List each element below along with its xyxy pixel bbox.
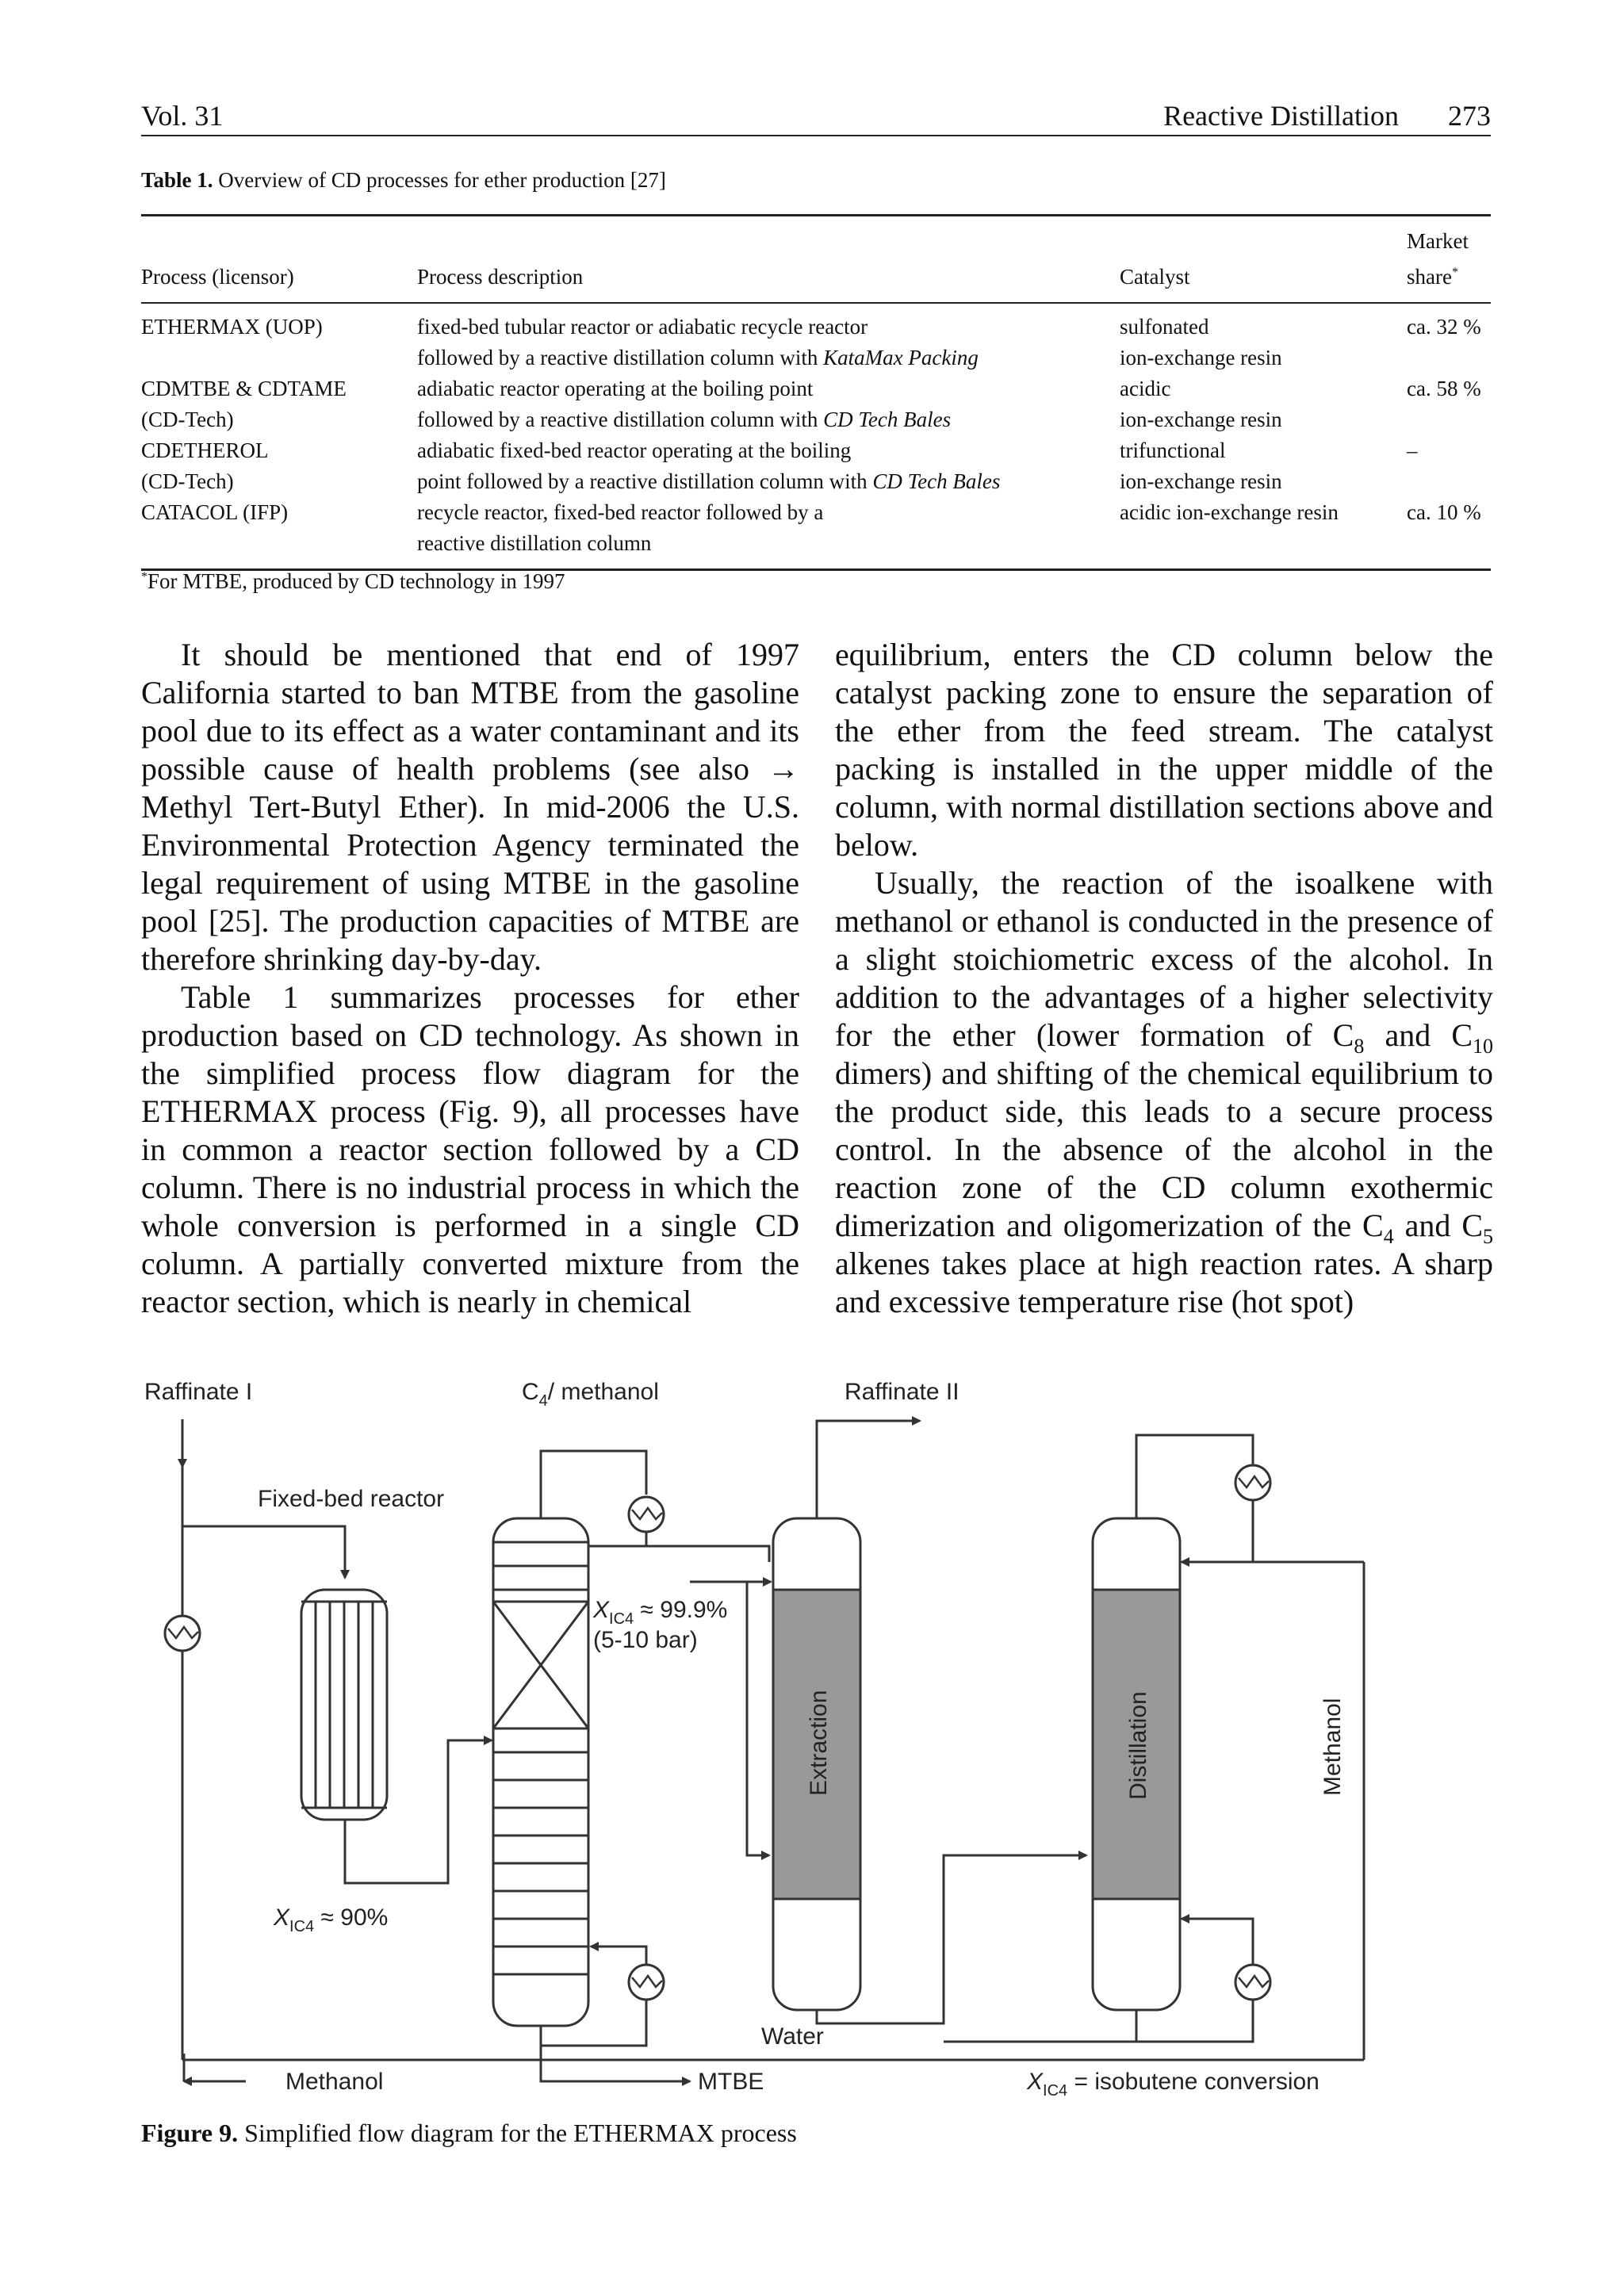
table-row: [141, 435, 1491, 497]
section-title: Reactive Distillation: [1163, 100, 1399, 132]
table-row: [141, 303, 1491, 373]
description-cell: recycle reactor, fixed-bed reactor followed by a reactive distillation column: [417, 500, 824, 555]
table-row: [141, 373, 1491, 435]
body-column-right: [835, 636, 1493, 1321]
catalyst-cell: acidic ion-exchange resin: [1120, 500, 1339, 524]
process-cell: CATACOL (IFP): [141, 500, 289, 524]
process-cell: CDMTBE & CDTAME (CD-Tech): [141, 377, 347, 431]
share-cell: –: [1407, 438, 1418, 462]
overhead-to-extraction-line: [646, 1532, 769, 1562]
ethermax-flow-diagram: [135, 1364, 1372, 2109]
volume-number: Vol. 31: [141, 100, 224, 132]
distillation-reboiler-icon: [1235, 1965, 1270, 2000]
catalyst-cell: sulfonated ion-exchange resin: [1120, 315, 1282, 369]
table-caption: [141, 168, 666, 193]
water-label: Water: [761, 2023, 824, 2050]
description-cell: adiabatic reactor operating at the boiling point followed by a reactive distillation column with CD Tech Bales: [417, 377, 952, 431]
share-cell: ca. 32 %: [1407, 315, 1481, 339]
heat-exchanger-icon: [165, 1616, 200, 1651]
fixed-bed-reactor-label: Fixed-bed reactor: [258, 1486, 445, 1512]
distillation-condenser-icon: [1235, 1465, 1270, 1500]
market-label: Market: [1407, 229, 1469, 253]
share-cell: ca. 58 %: [1407, 377, 1481, 400]
table-row: [141, 497, 1491, 570]
c4-methanol-label: $C_4/$ methanol: [522, 1379, 659, 1410]
conversion-high-label: $X_{IC4} \approx 99.9\%$: [593, 1597, 728, 1628]
catalyst-cell: acidic ion-exchange resin: [1120, 377, 1282, 431]
col-header-market-share: [1407, 216, 1491, 304]
raffinate-i-label: Raffinate I: [144, 1379, 253, 1405]
share-cell: ca. 10 %: [1407, 500, 1481, 524]
conversion-legend: $X_{IC4}$ = isobutene conversion: [1027, 2069, 1320, 2100]
catalyst-cell: trifunctional ion-exchange resin: [1120, 438, 1282, 493]
share-label: share: [1407, 265, 1452, 289]
share-footnote-mark: *: [1451, 266, 1458, 279]
process-cell: ETHERMAX (UOP): [141, 315, 323, 339]
paragraph: It should be mentioned that end of 1997 California started to ban MTBE from the gasoline pool due to its effect as a water contaminant and its possible cause of health problems (see also → Methyl Tert-Butyl Ether). In mid-2006 the U.S. Environmental Protection Agency terminated the legal requirement of using MTBE in the gasoline pool [25]. The production capacities of MTBE are therefore shrinking day-by-day.: [141, 637, 799, 977]
process-cell: CDETHEROL (CD-Tech): [141, 438, 269, 493]
figure-caption: [141, 2119, 797, 2148]
water-inlet-line: [747, 1594, 769, 1855]
cd-column: [493, 1518, 588, 2026]
methanol-bottom-label: Methanol: [285, 2069, 384, 2095]
overhead-condenser-icon: [629, 1497, 664, 1532]
mtbe-label: MTBE: [698, 2069, 764, 2095]
table-caption-text: Overview of CD processes for ether production [27]: [218, 168, 666, 192]
col-header-description: Process description: [417, 265, 584, 289]
footnote-mark: *: [141, 570, 147, 584]
conversion-low-label: $X_{IC4} \approx 90\%$: [274, 1904, 389, 1935]
col-header-catalyst: Catalyst: [1120, 265, 1190, 289]
table-header-row: [141, 216, 1491, 304]
table-footnote: [141, 569, 565, 594]
figure-caption-text: Simplified flow diagram for the ETHERMAX process: [244, 2119, 797, 2147]
description-cell: fixed-bed tubular reactor or adiabatic recycle reactor followed by a reactive distillation column with KataMax Packing: [417, 315, 979, 369]
figure-9: [135, 1364, 1372, 2109]
description-cell: adiabatic fixed-bed reactor operating at the boiling point followed by a reactive distillation column with CD Tech Bales: [417, 438, 1001, 493]
paragraph: equilibrium, enters the CD column below the catalyst packing zone to ensure the separation of the ether from the feed stream. The catalyst packing is installed in the upper middle of the column, with normal distillation sections above and below.: [835, 637, 1493, 863]
col-header-process: Process (licensor): [141, 265, 294, 289]
process-table: [141, 214, 1491, 571]
distillation-label: Distillation: [1125, 1691, 1151, 1800]
reactor-feed-line: [182, 1526, 345, 1578]
paragraph: Usually, the reaction of the isoalkene with methanol or ethanol is conducted in the presence of a slight stoichiometric excess of the alcohol. In addition to the advantages of a higher selectivity for the ether (lower formation of $C_8$ and $C_{10}$ dimers) and shifting of the chemical equilibrium to the product side, this leads to a secure process control. In the absence of the alcohol in the reaction zone of the CD column exothermic dimerization and oligomerization of the $C_4$ and $C_5$ alkenes takes place at high reaction rates. A sharp and excessive temperature rise (hot spot): [835, 865, 1494, 1319]
mtbe-product-line: [541, 2046, 690, 2081]
pressure-label: (5-10 bar): [593, 1627, 698, 1653]
raffinate-ii-line: [817, 1421, 920, 1518]
footnote-text: For MTBE, produced by CD technology in 1997: [147, 569, 565, 593]
paragraph: Table 1 summarizes processes for ether production based on CD technology. As shown in the simplified process flow diagram for the ETHERMAX process (Fig. 9), all processes have in common a reactor section followed by a CD column. There is no industrial process in which the whole conversion is performed in a single CD column. A partially converted mixture from the reactor section, which is nearly in chemical: [141, 979, 799, 1319]
extraction-label: Extraction: [806, 1690, 832, 1796]
figure-label: Figure 9.: [141, 2119, 239, 2147]
header-right: [1114, 97, 1491, 135]
body-column-left: [141, 636, 799, 1321]
column-reboiler-icon: [629, 1965, 664, 2000]
page-number: 273: [1448, 100, 1491, 132]
table-label: Table 1.: [141, 168, 213, 192]
running-header: [141, 97, 1491, 136]
raffinate-ii-label: Raffinate II: [845, 1379, 959, 1405]
methanol-side-label: Methanol: [1320, 1698, 1346, 1796]
